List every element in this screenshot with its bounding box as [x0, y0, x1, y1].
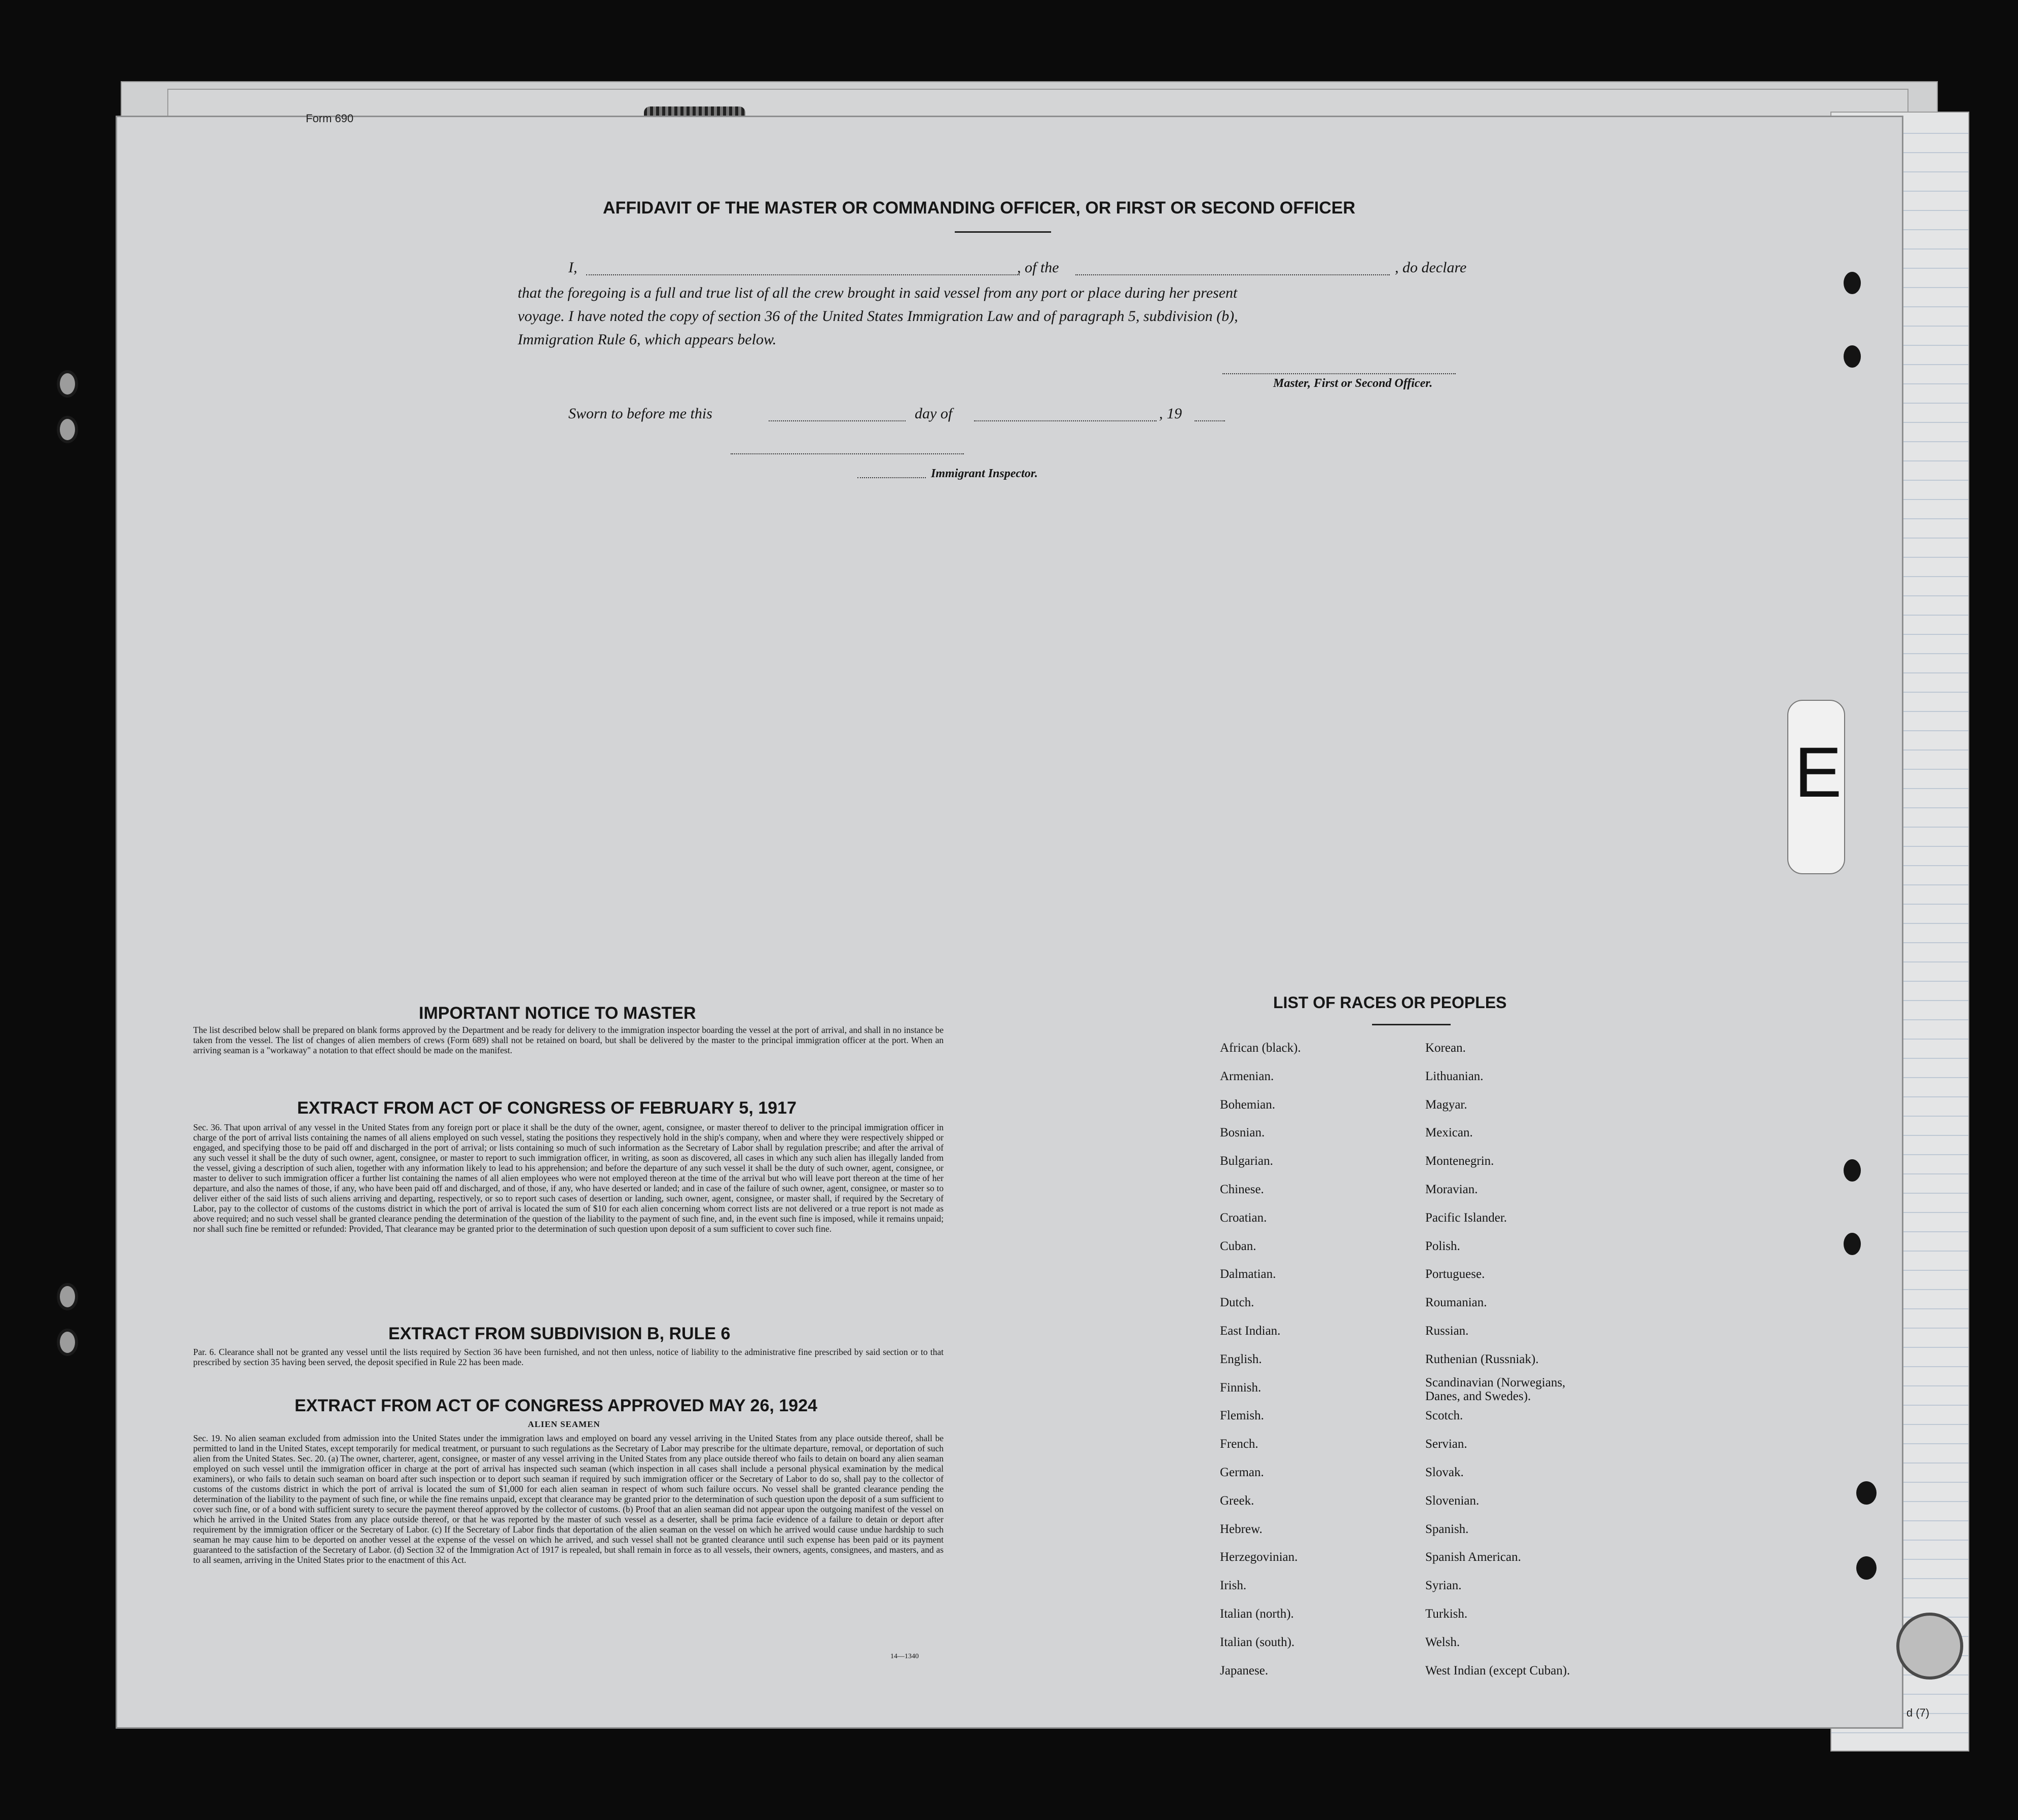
extract-1924-text: Sec. 19. No alien seaman excluded from admission into the United States under the immigration laws and employed on board any vessel arriving in the United States from any place outside thereof, shall be permitted to land in the United States, except temporarily for medical treatment, or pursuant to such regulations as the Secretary of Labor may prescribe for the ultimate departure, removal, or deportation of such alien from the United States. Sec. 20. (a) The owner, charterer, agent, consignee, or master of any vessel arriving in the United States from any place outside thereof who fails to detain on board any alien seaman employed on such vessel until the immigration officer in charge at the port of arrival has inspected such seaman (which inspection in all cases shall include a personal physical examination by the medical examiners), or who fails to detain such seaman on board after such inspection or to deport such seaman if required by such immigration officer or the Secretary of Labor to do so, shall pay to the collector of customs of the customs district in which the port of arrival is located the sum of $1,000 for each alien seaman in respect of whom such failure occurs. No vessel shall be granted clearance pending the determination of the liability to the payment of such fine, or while the fine remains unpaid, except that clearance may be granted prior to the determination of such question upon the deposit of a sum sufficient to cover such fine, or of a bond with sufficient surety to secure the payment thereof approved by the collector of customs. (b) Proof that an alien seaman did not appear upon the outgoing manifest of the vessel on which he arrived in the United States from any place outside thereof, or that he was reported by the master of such vessel as a deserter, shall be prima facie evidence of a failure to detain or deport after requirement by the immigration officer or the Secretary of Labor. (c) If the Secretary of Labor finds that deportation of the alien seaman on the vessel on which he arrived would cause undue hardship to such seaman he may cause him to be deported on another vessel at the expense of the vessel on which he arrived, and such vessel shall not be granted clearance until such expense has been paid or its payment guaranteed to the satisfaction of the Secretary of Labor. (d) Section 32 of the Immigration Act of 1917 is repealed, but shall remain in force as to all vessels, their owners, agents, consignees, and masters, and as to all seamen, arriving in the United States prior to the enactment of this Act. — [193, 1433, 944, 1565]
race-item: Korean. — [1425, 1041, 1466, 1055]
affidavit-line-4: Immigration Rule 6, which appears below. — [518, 331, 777, 348]
race-item: Russian. — [1425, 1324, 1469, 1338]
race-item: Japanese. — [1220, 1663, 1269, 1678]
race-item: Cuban. — [1220, 1239, 1256, 1253]
race-item: Slovak. — [1425, 1466, 1464, 1479]
race-item: Dalmatian. — [1220, 1267, 1276, 1281]
inspector-label: Immigrant Inspector. — [931, 467, 1038, 480]
race-item: Ruthenian (Russniak). — [1425, 1352, 1539, 1366]
affidavit-line-3: voyage. I have noted the copy of section 36 of the United States Immigration Law and of paragraph 5, subdivision (b), — [518, 308, 1238, 325]
extract-rule6-title: EXTRACT FROM SUBDIVISION B, RULE 6 — [388, 1324, 731, 1343]
race-item: Spanish American. — [1425, 1550, 1521, 1564]
declare-label: , do declare — [1395, 259, 1467, 276]
race-item: Scandinavian (Norwegians, Danes, and Swedes). — [1425, 1375, 1566, 1403]
day-blank[interactable] — [769, 406, 906, 421]
race-item: Dutch. — [1220, 1296, 1254, 1310]
of-the-label: , of the — [1017, 259, 1059, 276]
corner-note: d (7) — [1906, 1706, 1930, 1719]
day-of-label: day of — [915, 405, 953, 422]
race-item: Croatian. — [1220, 1210, 1267, 1225]
race-item: Greek. — [1220, 1493, 1254, 1508]
race-item: English. — [1220, 1352, 1262, 1366]
race-item: Mexican. — [1425, 1126, 1473, 1140]
extract-rule6-text: Par. 6. Clearance shall not be granted any vessel until the lists required by Section 36 have been furnished, and not then unless, notice of liability to the administrative fine prescribed by said section or to that prescribed by section 35 having been served, the deposit specified in Rule 22 has been made. — [193, 1347, 944, 1367]
race-item: Flemish. — [1220, 1409, 1264, 1423]
race-item: Italian (north). — [1220, 1607, 1294, 1621]
race-item: Polish. — [1425, 1239, 1460, 1253]
race-item: Lithuanian. — [1425, 1069, 1484, 1083]
races-title: LIST OF RACES OR PEOPLES — [1273, 993, 1507, 1012]
race-item: Chinese. — [1220, 1183, 1264, 1196]
race-item: Slovenian. — [1425, 1493, 1480, 1508]
race-item: Finnish. — [1220, 1380, 1262, 1395]
extract-1924-title: EXTRACT FROM ACT OF CONGRESS APPROVED MAY 26, 1924 — [295, 1396, 817, 1415]
extract-1917-text: Sec. 36. That upon arrival of any vessel in the United States from any foreign port or place it shall be the duty of the owner, agent, consignee, or master thereof to deliver to the principal immigration officer in charge of the port of arrival lists containing the names of all aliens employed on such vessel, stating the positions they respectively hold in the ship's company, when and where they were respectively shipped or engaged, and specifying those to be paid off and discharged in the port of arrival; or lists containing so much of such information as the Secretary of Labor shall by regulation prescribe; and after the arrival of any such vessel it shall be the duty of such owner, agent, consignee, or master to report to such immigration officer, in writing, as soon as discovered, all cases in which any such alien has illegally landed from the vessel, giving a description of such alien, together with any information likely to lead to his apprehension; and before the departure of any such vessel it shall be the duty of such owner, agent, consignee, or master to deliver to such immigration officer a further list containing the names of all alien employees who were not employed thereon at the time of the arrival but who will leave port thereon at the time of her departure, and also the names of those, if any, who have been paid off and discharged, and of those, if any, who have deserted or landed; and in case of the failure of such owner, agent, consignee, or master so to deliver either of the said lists of such aliens arriving and departing, respectively, or so to report such cases of desertion or landing, such owner, agent, consignee, or master shall, if required by the Secretary of Labor, pay to the collector of customs of the customs district in which the port of arrival is located the sum of $10 for each alien concerning whom correct lists are not delivered or a true report is not made as above required; and no such vessel shall be granted clearance pending the determination of the question of the liability to the payment of such fine, and, in the event such fine is imposed, while it remains unpaid; nor shall such fine be remitted or refunded: Provided, That clearance may be granted prior to the determination of such question upon deposit of a sum sufficient to cover such fine. — [193, 1122, 944, 1234]
sworn-label: Sworn to before me this — [568, 405, 712, 422]
index-tab — [1787, 700, 1845, 874]
race-item: African (black). — [1220, 1041, 1301, 1055]
race-item: Turkish. — [1425, 1607, 1468, 1621]
master-label: Master, First or Second Officer. — [1273, 377, 1433, 390]
race-item: Bosnian. — [1220, 1126, 1265, 1140]
year-blank[interactable] — [1195, 406, 1225, 421]
race-item: Herzegovinian. — [1220, 1550, 1298, 1564]
master-signature-line[interactable] — [1222, 373, 1456, 374]
race-item: Scotch. — [1425, 1409, 1463, 1423]
circular-stamp — [1896, 1613, 1963, 1680]
notice-title: IMPORTANT NOTICE TO MASTER — [419, 1004, 696, 1023]
form-number: Form 690 — [306, 112, 354, 125]
race-item: Roumanian. — [1425, 1296, 1487, 1310]
alien-seamen-subtitle: ALIEN SEAMEN — [528, 1419, 600, 1429]
inspector-signature-line[interactable] — [731, 453, 964, 454]
affidavit-title: AFFIDAVIT OF THE MASTER OR COMMANDING OFFICER, OR FIRST OR SECOND OFFICER — [603, 198, 1355, 218]
inspector-signature-line-2[interactable] — [857, 477, 926, 478]
race-item: West Indian (except Cuban). — [1425, 1663, 1570, 1678]
race-item: Montenegrin. — [1425, 1154, 1494, 1168]
title-rule — [955, 231, 1051, 233]
race-item: Irish. — [1220, 1579, 1247, 1593]
print-code: 14—1340 — [890, 1653, 919, 1660]
race-item: Pacific Islander. — [1425, 1210, 1507, 1225]
bleed-through-text — [421, 335, 433, 368]
race-item: French. — [1220, 1437, 1258, 1451]
vessel-blank[interactable] — [1075, 260, 1390, 275]
year-label: , 19 — [1159, 405, 1182, 422]
race-item: German. — [1220, 1466, 1264, 1479]
race-item: Italian (south). — [1220, 1635, 1295, 1649]
i-label: I, — [568, 259, 578, 276]
ruled-line — [1831, 1732, 1968, 1733]
race-item: Spanish. — [1425, 1522, 1469, 1536]
race-item: Magyar. — [1425, 1097, 1467, 1112]
race-item: Bulgarian. — [1220, 1154, 1273, 1168]
name-blank[interactable] — [586, 260, 1020, 275]
extract-1917-title: EXTRACT FROM ACT OF CONGRESS OF FEBRUARY 5, 1917 — [297, 1098, 797, 1118]
index-tab-letter: E — [1794, 732, 1842, 812]
month-blank[interactable] — [974, 406, 1157, 421]
race-item: Bohemian. — [1220, 1097, 1276, 1112]
race-item: Servian. — [1425, 1437, 1467, 1451]
races-title-rule — [1372, 1024, 1451, 1025]
race-item: Welsh. — [1425, 1635, 1460, 1649]
manifest-page — [116, 112, 1903, 1729]
race-item: Armenian. — [1220, 1069, 1274, 1083]
race-item: Moravian. — [1425, 1183, 1478, 1196]
notice-text: The list described below shall be prepared on blank forms approved by the Department and be ready for delivery to the immigration inspector boarding the vessel at the port of arrival, and shall in no instance be taken from the vessel. The list of changes of alien members of crews (Form 689) shall not be retained on board, but shall be delivered by the master to the principal immigration officer at the port. When an arriving seaman is a "workaway" a notation to that effect should be made on the manifest. — [193, 1025, 944, 1055]
race-item: Portuguese. — [1425, 1267, 1485, 1281]
race-item: East Indian. — [1220, 1324, 1281, 1338]
affidavit-line-2: that the foregoing is a full and true list of all the crew brought in said vessel from any port or place during her present — [518, 284, 1238, 301]
race-item: Hebrew. — [1220, 1522, 1263, 1536]
race-item: Syrian. — [1425, 1579, 1462, 1593]
